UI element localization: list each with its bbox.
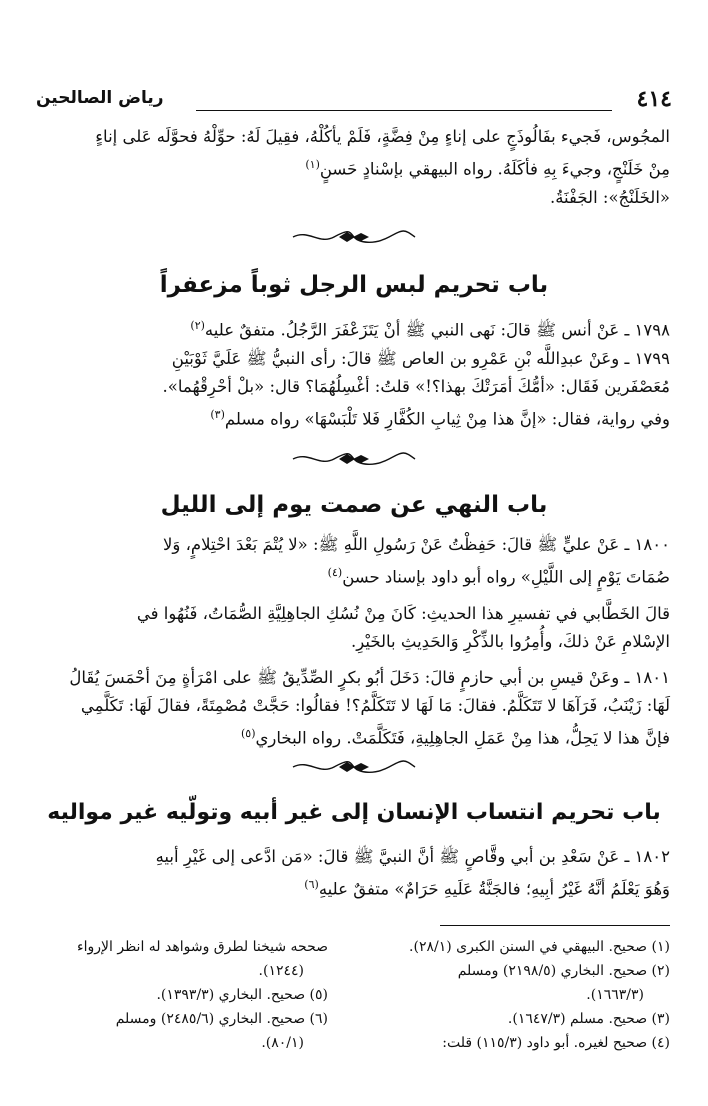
footnote: صححه شيخنا لطرق وشواهد له انظر الإرواء — [77, 939, 328, 955]
footnote-ref: (٦) — [304, 878, 319, 891]
ornament-divider — [0, 227, 708, 251]
hadith-1800-line: صُمَاتَ يَوْمٍ إلى اللَّيْلِ» رواه أبو داود بإسناد حسن$^{(٤)}$ — [327, 566, 670, 587]
page-number: ٤١٤ — [636, 86, 672, 112]
hadith-1798: ١٧٩٨ ـ عَنْ أنس ﷺ قالَ: نَهى النبي ﷺ أنْ يَتَزَعْفَرَ الرَّجُلُ. متفقٌ عليه$^{(٢)}$ — [190, 319, 670, 340]
ornament-icon — [289, 449, 419, 469]
footnotes-right — [340, 935, 670, 1055]
riwaya-line: وفي رواية، فقال: «إنَّ هذا مِنْ ثِيابِ الكُفَّارِ فَلا تَلْبَسْهَا» رواه مسلم$^{(٣)}$ — [210, 407, 670, 428]
footnote: (١) صحيح. البيهقي في السنن الكبرى (٢٨/١). — [409, 939, 670, 955]
hadith-1799-line: مُعَصْفَرين فَقَال: «أمُّكَ أمَرَتْكَ بهذا؟!» قلتُ: أغْسِلُهُمَا؟ قال: «بلْ أحْرِقْهُما». — [162, 376, 670, 396]
header-rule — [196, 110, 612, 111]
hadith-1802-line: وَهُوَ يَعْلَمُ أنَّهُ غَيْرُ أبِيهِ؛ فالجَنَّةُ عَلَيهِ حَرَامٌ» متفقٌ عليهِ$^{(٦)}$ — [304, 878, 670, 899]
commentary-line: قالَ الخَطَّابي في تفسيرِ هذا الحديثِ: كَانَ مِنْ نُسُكِ الجاهِلِيَّةِ الصُّمَاتُ، فَنُهُوا في — [136, 603, 670, 623]
footnote-ref: (٤) — [327, 566, 343, 579]
footnote: (١٢٤٤). — [258, 963, 304, 979]
footnote: (٦) صحيح. البخاري (٢٤٨٥/٦) ومسلم — [115, 1011, 328, 1027]
chapter-title: باب تحريم لبس الرجل ثوباً مزعفراً — [159, 272, 549, 298]
chapter-title: باب تحريم انتساب الإنسان إلى غير أبيه وتولّيه غير مواليه — [47, 800, 661, 825]
footnote-ref: (٥) — [241, 726, 256, 740]
footnote: (٥) صحيح. البخاري (١٣٩٣/٣). — [156, 987, 328, 1003]
ornament-icon — [289, 757, 419, 777]
book-title: رياض الصالحين — [36, 88, 164, 108]
footnote-ref: (٢) — [190, 319, 205, 332]
footnote: (٢) صحيح. البخاري (٢١٩٨/٥) ومسلم — [457, 963, 670, 979]
hadith-block — [38, 312, 670, 433]
text-line: المجُوس، فَجيء بفَالُوذَجٍ على إناءٍ مِنْ فِضَّةٍ، فَلَمْ يأكُلْهُ، فقِيلَ لَهُ: حوِّلْهُ فحوَّلَه عَلى إناءٍ — [95, 127, 670, 146]
hadith-1801-line: فإنَّ هذا لا يَحِلُّ، هذا مِنْ عَمَلِ الجاهِلِيةِ، فَتَكَلَّمَتْ. رواه البخاري$^{(٥)}$ — [241, 726, 670, 747]
chapter-title: باب النهي عن صمت يوم إلى الليل — [160, 492, 548, 518]
page-header — [36, 86, 672, 120]
intro-paragraph — [38, 123, 670, 212]
ornament-divider — [0, 757, 708, 781]
hadith-1801-line: لَهَا: زَيْنَبُ، فَرَآهَا لا تَتَكَلَّمُ. فقالَ: مَا لَهَا لا تَتَكَلَّمُ؟! فقالُوا: حَجَّتْ مُصْمِتَةً، فقالَ لَهَا: تَكَلَّمِي — [80, 695, 670, 715]
commentary-line: الإسْلامِ عَنْ ذلكَ، وأُمِرُوا بالذِّكْرِ وَالحَدِيثِ بالخَيْرِ. — [351, 631, 670, 651]
footnote-ref: (٣) — [210, 407, 225, 421]
footnote: (٣) صحيح. مسلم (١٦٤٧/٣). — [507, 1011, 670, 1027]
footnote-rule — [440, 925, 670, 926]
footnote: (٨٠/١). — [261, 1035, 304, 1051]
hadith-block — [38, 531, 670, 752]
footnote: (٤) صحيح لغيره. أبو داود (١١٥/٣) قلت: — [442, 1035, 670, 1051]
text-line: «الخَلَنْجُ»: الجَفْنَةُ. — [549, 187, 670, 207]
footnotes-left — [38, 935, 328, 1055]
text-line: مِنْ خَلَنْجٍ، وجيءَ بِهِ فأكَلَهُ. رواه البيهقي بإسْنادٍ حَسنٍ$^{(١)}$ — [305, 158, 670, 179]
footnote-ref: (١) — [305, 158, 320, 171]
hadith-block — [38, 843, 670, 904]
hadith-1802-line: ١٨٠٢ ـ عَنْ سَعْدِ بن أبي وقَّاصٍ ﷺ أنَّ النبيَّ ﷺ قالَ: «مَن ادَّعى إلى غَيْرِ أبيهِ — [155, 847, 670, 866]
hadith-1799-line: ١٧٩٩ ـ وعَنْ عبدِاللَّه بْنِ عَمْرِو بن العاص ﷺ قالَ: رأى النبيُّ ﷺ عَلَيَّ ثَوْبَيْنِ — [171, 348, 670, 368]
ornament-divider — [0, 449, 708, 473]
hadith-1800-line: ١٨٠٠ ـ عَنْ عليٍّ ﷺ قالَ: حَفِظْتُ عَنْ رَسُولِ اللَّهِ ﷺ: «لا يُتْمَ بَعْدَ احْتِلامٍ، وَلا — [162, 535, 670, 554]
ornament-icon — [289, 227, 419, 247]
footnote: (١٦٦٣/٣). — [586, 987, 644, 1003]
hadith-1801-line: ١٨٠١ ـ وعَنْ قيسِ بن أبي حازمٍ قالَ: دَخَلَ أبُو بكرٍ الصِّدِّيقُ ﷺ على امْرَأةٍ مِنَ أحْمَسَ يُقَالُ — [69, 667, 670, 687]
